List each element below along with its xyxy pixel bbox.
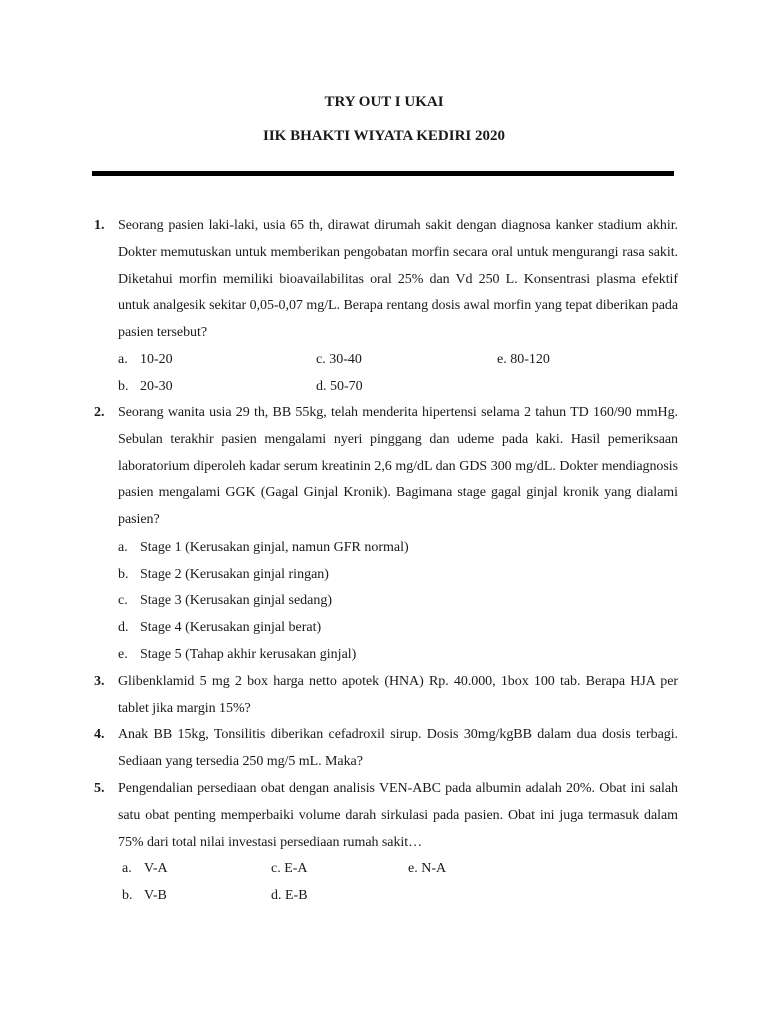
option-5a[interactable]: a. V-A bbox=[122, 861, 168, 876]
option-1b[interactable]: b. 20-30 bbox=[118, 379, 173, 394]
question-text: Glibenklamid 5 mg 2 box harga netto apotek (HNA) Rp. 40.000, 1box 100 tab. Berapa HJA per tablet jika margin 15%? bbox=[118, 674, 678, 716]
question-3 bbox=[94, 669, 678, 723]
question-number: 2. bbox=[94, 405, 105, 420]
question-1 bbox=[94, 213, 678, 347]
question-4 bbox=[94, 722, 678, 776]
option-1c[interactable]: c. 30-40 bbox=[316, 352, 362, 367]
option-5b[interactable]: b. V-B bbox=[122, 888, 167, 903]
question-text: Pengendalian persediaan obat dengan analisis VEN-ABC pada albumin adalah 20%. Obat ini salah satu obat penting memperbaiki volume darah sirkulasi pada pasien. Obat ini juga termasuk dalam 75% dari total nilai investasi persediaan rumah sakit… bbox=[118, 781, 678, 850]
question-number: 4. bbox=[94, 727, 105, 742]
question-text: Anak BB 15kg, Tonsilitis diberikan cefadroxil sirup. Dosis 30mg/kgBB dalam dua dosis terbagi. Sediaan yang tersedia 250 mg/5 mL. Maka? bbox=[118, 727, 678, 769]
option-2d[interactable]: d. Stage 4 (Kerusakan ginjal berat) bbox=[118, 620, 322, 635]
option-1e[interactable]: e. 80-120 bbox=[497, 352, 550, 367]
question-text: Seorang pasien laki-laki, usia 65 th, dirawat dirumah sakit dengan diagnosa kanker stadium akhir. Dokter memutuskan untuk memberikan pengobatan morfin secara oral untuk mengurangi rasa sakit. Diketahui morfin memiliki bioavailabilitas oral 25% dan Vd 250 L. Konsentrasi plasma efektif untuk analgesik sekitar 0,05-0,07 mg/L. Berapa rentang dosis awal morfin yang tepat diberikan pada pasien tersebut? bbox=[118, 218, 678, 341]
option-1d[interactable]: d. 50-70 bbox=[316, 379, 363, 394]
option-5c[interactable]: c. E-A bbox=[271, 861, 308, 876]
page-title-line2: IIK BHAKTI WIYATA KEDIRI 2020 bbox=[262, 128, 505, 144]
option-5e[interactable]: e. N-A bbox=[408, 861, 447, 876]
question-text: Seorang wanita usia 29 th, BB 55kg, telah menderita hipertensi selama 2 tahun TD 160/90 mmHg. Sebulan terakhir pasien mengalami nyeri pinggang dan udeme pada kaki. Hasil pemeriksaan laboratorium diperoleh kadar serum kreatinin 2,6 mg/dL dan GDS 300 mg/dL. Dokter mendiagnosis pasien mengalami GGK (Gagal Ginjal Kronik). Bagimana stage gagal ginjal kronik yang dialami pasien? bbox=[118, 405, 678, 528]
option-2c[interactable]: c. Stage 3 (Kerusakan ginjal sedang) bbox=[118, 593, 333, 608]
option-2a[interactable]: a. Stage 1 (Kerusakan ginjal, namun GFR normal) bbox=[118, 540, 409, 555]
question-2 bbox=[94, 400, 678, 534]
question-number: 5. bbox=[94, 781, 105, 796]
question-number: 3. bbox=[94, 674, 105, 689]
question-number: 1. bbox=[94, 218, 105, 233]
header-divider bbox=[92, 171, 674, 176]
option-2e[interactable]: e. Stage 5 (Tahap akhir kerusakan ginjal) bbox=[118, 647, 357, 662]
page-title-line1: TRY OUT I UKAI bbox=[324, 94, 444, 110]
option-2b[interactable]: b. Stage 2 (Kerusakan ginjal ringan) bbox=[118, 567, 329, 582]
option-1a[interactable]: a. 10-20 bbox=[118, 352, 173, 367]
option-5d[interactable]: d. E-B bbox=[271, 888, 308, 903]
question-5 bbox=[94, 776, 678, 856]
